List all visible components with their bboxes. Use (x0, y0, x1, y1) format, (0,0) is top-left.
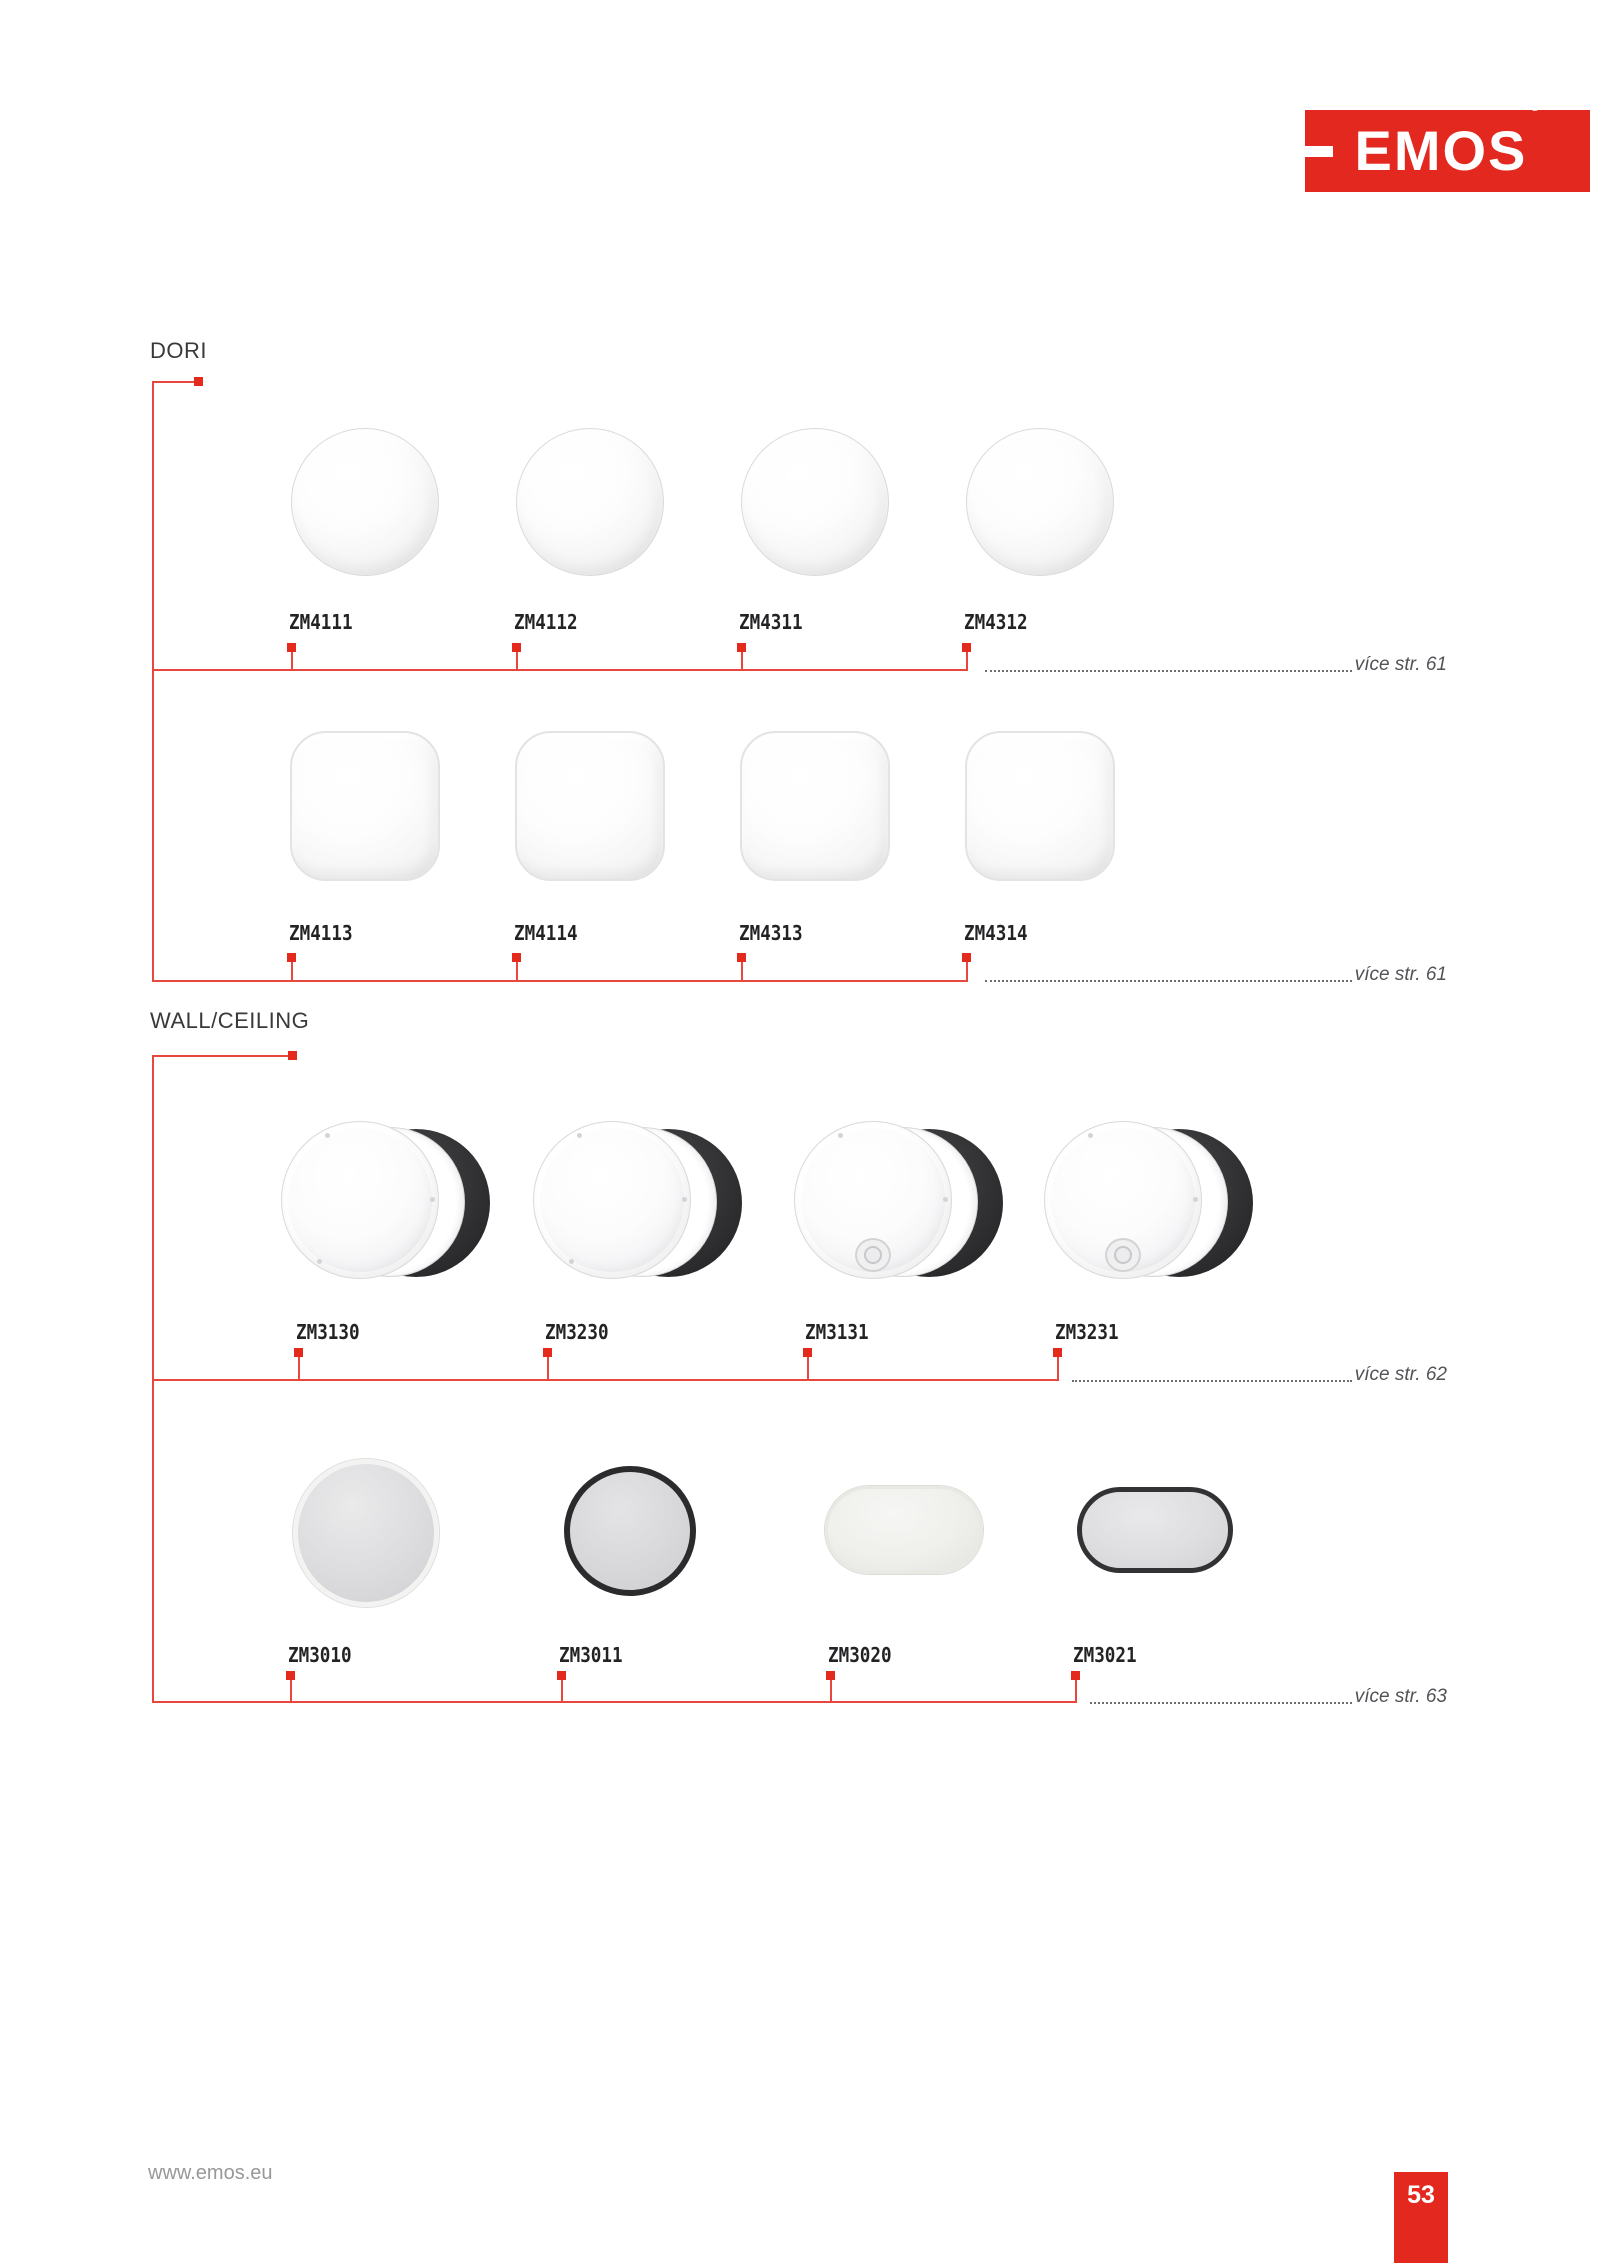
product-image-zm3021 (1077, 1487, 1233, 1573)
page-reference (985, 650, 1447, 676)
registered-mark-icon: ® (1529, 98, 1543, 115)
product-code: ZM3011 (559, 1643, 623, 1667)
connector-node (1071, 1671, 1080, 1680)
product-image-zm4311 (741, 428, 889, 576)
product-code: ZM4313 (739, 921, 803, 945)
product-code: ZM3130 (296, 1320, 360, 1344)
page-reference-text: více str. 63 (1354, 1686, 1447, 1707)
product-image-zm4313 (740, 731, 890, 881)
screw-dot (1193, 1197, 1198, 1202)
screw-dot (577, 1133, 582, 1138)
footer-website: www.emos.eu (148, 2162, 273, 2184)
product-code: ZM3010 (288, 1643, 352, 1667)
page-reference (985, 960, 1447, 986)
dotted-leader (985, 980, 1352, 982)
product-image-zm3010 (293, 1459, 439, 1607)
screw-dot (569, 1259, 574, 1264)
screw-dot (325, 1133, 330, 1138)
product-code: ZM4314 (964, 921, 1028, 945)
page-reference-text: více str. 62 (1354, 1364, 1447, 1385)
dotted-leader (985, 670, 1352, 672)
page-reference (1090, 1682, 1447, 1708)
connector-node (287, 953, 296, 962)
connector-line (741, 652, 743, 670)
screw-dot (682, 1197, 687, 1202)
screw-dot (317, 1259, 322, 1264)
product-code: ZM4111 (289, 610, 353, 634)
product-image-zm3011 (564, 1466, 696, 1596)
product-image-zm3020 (825, 1486, 983, 1574)
connector-line (516, 962, 518, 981)
connector-line (291, 962, 293, 981)
section-label-wall-ceiling: WALL/CEILING (150, 1008, 310, 1033)
connector-line (966, 962, 968, 981)
connector-line (741, 962, 743, 981)
motion-sensor-lens (1114, 1246, 1132, 1264)
screw-dot (430, 1197, 435, 1202)
diffuser-face (281, 1121, 439, 1279)
product-image-zm3131 (794, 1121, 1006, 1291)
emos-logo (1305, 98, 1590, 192)
connector-line (291, 652, 293, 670)
connector-node (512, 953, 521, 962)
product-image-zm4112 (516, 428, 664, 576)
page-reference-text: více str. 61 (1354, 654, 1447, 675)
product-code: ZM4312 (964, 610, 1028, 634)
product-code: ZM4114 (514, 921, 578, 945)
connector-node (1053, 1348, 1062, 1357)
connector-line (298, 1357, 300, 1379)
product-code: ZM3020 (828, 1643, 892, 1667)
wall-ceiling-row2-branch-line (152, 1701, 1077, 1703)
page-reference-text: více str. 61 (1354, 964, 1447, 985)
page-number-badge: 53 (1394, 2172, 1448, 2263)
product-code: ZM3231 (1055, 1320, 1119, 1344)
screw-dot (943, 1197, 948, 1202)
connector-node (543, 1348, 552, 1357)
connector-node (286, 1671, 295, 1680)
connector-node (737, 953, 746, 962)
wall-ceiling-row1-branch-line (152, 1379, 1059, 1381)
connector-node (512, 643, 521, 652)
product-code: ZM4311 (739, 610, 803, 634)
connector-node (294, 1348, 303, 1357)
connector-line (516, 652, 518, 670)
connector-node (962, 953, 971, 962)
connector-node (557, 1671, 566, 1680)
product-image-zm4113 (290, 731, 440, 881)
product-code: ZM3131 (805, 1320, 869, 1344)
product-code: ZM4112 (514, 610, 578, 634)
motion-sensor-icon (855, 1238, 891, 1272)
connector-line (561, 1680, 563, 1701)
screw-dot (1088, 1133, 1093, 1138)
connector-line (290, 1680, 292, 1701)
emos-logo-notch (1305, 146, 1333, 157)
product-image-zm3231 (1044, 1121, 1256, 1291)
product-code: ZM3230 (545, 1320, 609, 1344)
dori-row2-branch-line (152, 980, 968, 982)
connector-node (962, 643, 971, 652)
dotted-leader (1072, 1380, 1352, 1382)
product-code: ZM3021 (1073, 1643, 1137, 1667)
connector-line (1057, 1357, 1059, 1379)
product-image-zm3230 (533, 1121, 745, 1291)
emos-logo-text: EMOS® (1354, 98, 1543, 182)
page-reference (1072, 1360, 1447, 1386)
product-image-zm4111 (291, 428, 439, 576)
diffuser-face (533, 1121, 691, 1279)
motion-sensor-icon (1105, 1238, 1141, 1272)
connector-node (826, 1671, 835, 1680)
dori-trunk-line (152, 381, 154, 981)
connector-line (830, 1680, 832, 1701)
section-label-dori: DORI (150, 338, 207, 363)
dori-bracket-node (194, 377, 203, 386)
connector-line (547, 1357, 549, 1379)
connector-line (1075, 1680, 1077, 1701)
product-image-zm3130 (281, 1121, 493, 1291)
product-code: ZM4113 (289, 921, 353, 945)
connector-line (966, 652, 968, 670)
connector-node (737, 643, 746, 652)
wall-ceiling-bracket-line (152, 1055, 292, 1057)
connector-node (803, 1348, 812, 1357)
product-image-zm4314 (965, 731, 1115, 881)
motion-sensor-lens (864, 1246, 882, 1264)
wall-ceiling-bracket-node (288, 1051, 297, 1060)
dori-bracket-line (152, 381, 198, 383)
dori-row1-branch-line (152, 669, 968, 671)
product-image-zm4114 (515, 731, 665, 881)
screw-dot (838, 1133, 843, 1138)
connector-line (807, 1357, 809, 1379)
connector-node (287, 643, 296, 652)
dotted-leader (1090, 1702, 1352, 1704)
product-image-zm4312 (966, 428, 1114, 576)
